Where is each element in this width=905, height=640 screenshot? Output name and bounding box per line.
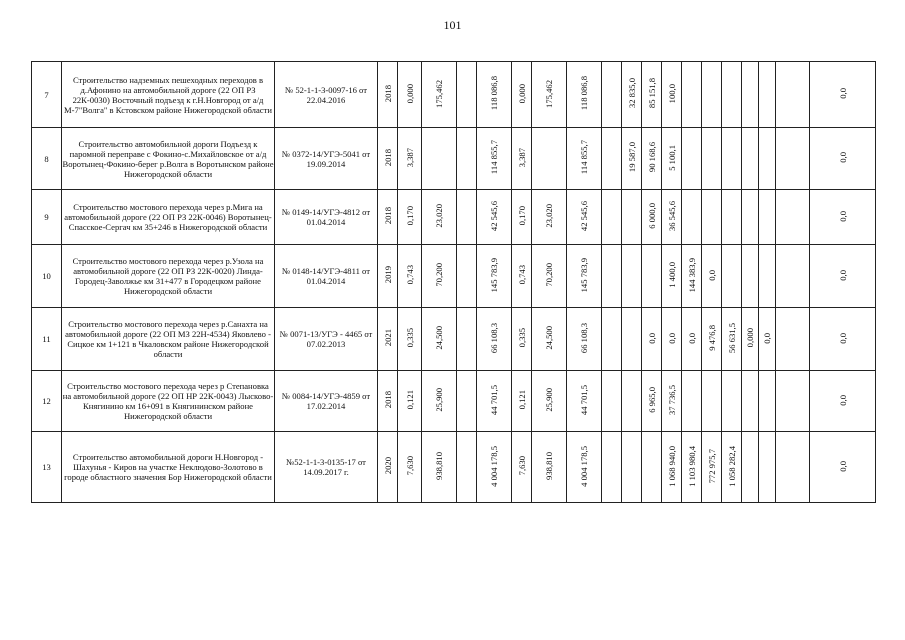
value-cell — [477, 371, 512, 432]
value-text: 3,387 — [404, 147, 415, 168]
value-cell — [567, 190, 602, 245]
value-cell — [532, 190, 567, 245]
value-cell — [682, 308, 702, 371]
value-cell — [532, 245, 567, 308]
value-cell — [477, 62, 512, 128]
value-cell — [722, 62, 742, 128]
value-text: 0,170 — [516, 206, 527, 226]
value-cell — [457, 245, 477, 308]
value-text: 0,170 — [404, 206, 415, 226]
value-cell — [512, 432, 532, 503]
value-cell — [759, 128, 776, 190]
value-text: 0,743 — [404, 265, 415, 285]
project-name: Строительство автомобильной дороги Н.Новгород - Шахунья - Киров на участке Неклюдово-Золотово в городе областного значения Бор Нижегородской области — [62, 432, 275, 503]
value-cell — [602, 432, 622, 503]
row-number: 10 — [32, 245, 62, 308]
value-text: 37 736,5 — [666, 384, 677, 416]
value-cell — [759, 62, 776, 128]
value-cell — [702, 432, 722, 503]
value-text: 0,0 — [837, 394, 848, 406]
value-text: 56 631,5 — [726, 322, 737, 354]
value-text: 175,462 — [434, 79, 444, 108]
value-cell — [422, 62, 457, 128]
value-cell — [702, 190, 722, 245]
row-number: 13 — [32, 432, 62, 503]
value-cell — [532, 308, 567, 371]
value-text: 0,0 — [646, 332, 657, 344]
value-cell — [457, 308, 477, 371]
row-number: 9 — [32, 190, 62, 245]
value-cell — [642, 432, 662, 503]
value-cell — [378, 190, 398, 245]
value-cell — [398, 308, 422, 371]
value-cell — [682, 62, 702, 128]
value-cell — [642, 308, 662, 371]
value-cell — [622, 245, 642, 308]
value-text: 0,0 — [837, 152, 848, 163]
project-name: Строительство мостового перехода через р.Мига на автомобильной дороге (22 ОП РЗ 22К-0046) Воротынец-Спасское-Сергач км 35+246 в Нижегородской области — [62, 190, 275, 245]
projects-table — [31, 61, 876, 503]
value-text: 42 545,6 — [489, 200, 499, 232]
value-cell — [722, 308, 742, 371]
value-text: 114 855,7 — [579, 140, 589, 175]
value-cell — [776, 371, 810, 432]
value-text: 2020 — [382, 457, 393, 475]
value-cell — [662, 62, 682, 128]
table-row — [32, 190, 876, 245]
value-cell — [776, 190, 810, 245]
value-cell — [398, 62, 422, 128]
row-number: 7 — [32, 62, 62, 128]
expertise-document: № 0084-14/УГЭ-4859 от 17.02.2014 — [275, 371, 378, 432]
expertise-document: № 0372-14/УГЭ-5041 от 19.09.2014 — [275, 128, 378, 190]
value-text: 4 004 178,5 — [489, 445, 499, 487]
value-cell — [378, 245, 398, 308]
value-cell — [532, 371, 567, 432]
value-text: 1 068 940,0 — [666, 445, 677, 487]
value-cell — [457, 371, 477, 432]
value-cell — [622, 128, 642, 190]
value-text: 0,0 — [706, 269, 717, 281]
value-cell — [702, 62, 722, 128]
value-text: 9 476,8 — [706, 325, 717, 351]
value-cell — [759, 308, 776, 371]
value-text: 0,121 — [404, 390, 415, 410]
value-cell — [477, 245, 512, 308]
value-cell — [662, 308, 682, 371]
value-cell — [810, 371, 876, 432]
value-cell — [702, 371, 722, 432]
expertise-document: № 0149-14/УГЭ-4812 от 01.04.2014 — [275, 190, 378, 245]
value-cell — [422, 245, 457, 308]
value-text: 0,0 — [837, 269, 848, 281]
value-cell — [722, 128, 742, 190]
project-name: Строительство мостового перехода через р.Санахта на автомобильной дороге (22 ОП МЗ 22Н-4534) Яковлево - Сицкое км 1+121 в Чкаловском районе Нижегородской области — [62, 308, 275, 371]
value-cell — [776, 245, 810, 308]
table-row — [32, 371, 876, 432]
value-text: 118 086,8 — [579, 76, 589, 111]
value-text: 145 783,9 — [489, 257, 499, 293]
value-text: 4 004 178,5 — [579, 445, 589, 487]
value-cell — [602, 308, 622, 371]
value-cell — [722, 245, 742, 308]
value-cell — [477, 128, 512, 190]
value-cell — [810, 308, 876, 371]
value-cell — [702, 128, 722, 190]
value-text: 114 855,7 — [489, 140, 499, 175]
value-cell — [682, 245, 702, 308]
value-cell — [702, 308, 722, 371]
value-cell — [512, 190, 532, 245]
value-text: 1 103 980,4 — [686, 445, 697, 487]
value-cell — [477, 308, 512, 371]
value-text: 0,335 — [516, 328, 527, 348]
table-row — [32, 308, 876, 371]
value-text: 24,500 — [544, 326, 554, 350]
value-cell — [622, 308, 642, 371]
value-cell — [742, 245, 759, 308]
value-cell — [622, 62, 642, 128]
value-text: 0,335 — [404, 328, 415, 348]
value-cell — [567, 432, 602, 503]
row-number: 8 — [32, 128, 62, 190]
value-cell — [532, 128, 567, 190]
value-cell — [477, 190, 512, 245]
value-text: 0,000 — [404, 83, 415, 104]
value-text: 0,0 — [837, 210, 848, 222]
row-number: 12 — [32, 371, 62, 432]
expertise-document: № 0071-13/УГЭ - 4465 от 07.02.2013 — [275, 308, 378, 371]
value-cell — [682, 190, 702, 245]
value-text: 0,121 — [516, 390, 527, 410]
value-text: 2018 — [382, 391, 393, 409]
value-cell — [422, 190, 457, 245]
table-row — [32, 432, 876, 503]
table-row — [32, 245, 876, 308]
value-text: 144 383,9 — [686, 257, 697, 293]
value-text: 0,000 — [516, 83, 527, 104]
value-cell — [532, 62, 567, 128]
value-text: 2018 — [382, 84, 393, 103]
value-cell — [642, 62, 662, 128]
value-text: 23,020 — [544, 204, 554, 228]
value-cell — [776, 308, 810, 371]
value-cell — [776, 432, 810, 503]
value-cell — [742, 371, 759, 432]
value-text: 42 545,6 — [579, 200, 589, 232]
value-text: 23,020 — [434, 204, 444, 228]
value-cell — [512, 245, 532, 308]
value-cell — [477, 432, 512, 503]
project-name: Строительство мостового перехода через р.Узола на автомобильной дороге (22 ОП РЗ 22К-0020) Линда-Городец-Заволжье км 31+477 в Городецком районе Нижегородской области — [62, 245, 275, 308]
value-text: 66 108,3 — [489, 322, 499, 354]
value-cell — [378, 308, 398, 371]
value-cell — [398, 371, 422, 432]
value-cell — [759, 190, 776, 245]
value-cell — [702, 245, 722, 308]
value-text: 25,900 — [434, 388, 444, 412]
value-text: 66 108,3 — [579, 322, 589, 354]
value-cell — [602, 128, 622, 190]
value-cell — [810, 245, 876, 308]
value-cell — [810, 190, 876, 245]
value-cell — [602, 371, 622, 432]
value-text: 85 151,8 — [646, 78, 657, 109]
value-cell — [378, 371, 398, 432]
value-text: 1 400,0 — [666, 262, 677, 288]
value-text: 0,0 — [837, 460, 848, 472]
value-cell — [512, 128, 532, 190]
value-cell — [759, 432, 776, 503]
value-cell — [622, 371, 642, 432]
value-cell — [398, 190, 422, 245]
value-text: 5 100,1 — [666, 144, 677, 171]
value-cell — [662, 245, 682, 308]
value-text: 175,462 — [544, 79, 554, 108]
value-cell — [512, 371, 532, 432]
value-cell — [422, 432, 457, 503]
value-text: 2018 — [382, 148, 393, 167]
value-cell — [457, 190, 477, 245]
value-text: 3,387 — [516, 147, 527, 168]
value-text: 32 835,0 — [626, 78, 637, 109]
expertise-document: № 52-1-1-3-0097-16 от 22.04.2016 — [275, 62, 378, 128]
value-text: 2021 — [382, 329, 393, 347]
value-text: 0,743 — [516, 265, 527, 285]
value-text: 938,810 — [434, 452, 444, 480]
value-text: 938,810 — [544, 452, 554, 480]
value-cell — [759, 371, 776, 432]
value-cell — [810, 62, 876, 128]
table-row — [32, 62, 876, 128]
value-cell — [662, 128, 682, 190]
value-cell — [567, 371, 602, 432]
expertise-document: №52-1-1-3-0135-17 от 14.09.2017 г. — [275, 432, 378, 503]
value-text: 24,500 — [434, 326, 444, 350]
value-text: 145 783,9 — [579, 257, 589, 293]
value-text: 6 000,0 — [646, 203, 657, 229]
value-cell — [776, 62, 810, 128]
value-text: 0,0 — [686, 332, 697, 344]
value-cell — [722, 371, 742, 432]
value-cell — [742, 432, 759, 503]
value-cell — [532, 432, 567, 503]
value-cell — [602, 62, 622, 128]
value-text: 118 086,8 — [489, 76, 499, 111]
value-cell — [810, 128, 876, 190]
value-cell — [622, 432, 642, 503]
value-text: 25,900 — [544, 388, 554, 412]
value-text: 772 975,7 — [706, 448, 717, 484]
value-text: 0,000 — [745, 328, 755, 348]
value-cell — [742, 62, 759, 128]
row-number: 11 — [32, 308, 62, 371]
value-cell — [457, 432, 477, 503]
value-cell — [662, 190, 682, 245]
value-cell — [378, 128, 398, 190]
value-cell — [567, 245, 602, 308]
value-text: 0,0 — [837, 88, 848, 99]
value-text: 100,0 — [666, 83, 677, 104]
value-text: 70,200 — [434, 263, 444, 287]
project-name: Строительство автомобильной дороги Подъезд к паромной переправе с Фокино-с.Михайловское от а/д Воротынец-Фокино-берег р.Волга в Воротынском районе Нижегородской области — [62, 128, 275, 190]
value-cell — [642, 245, 662, 308]
value-cell — [398, 128, 422, 190]
value-text: 6 965,0 — [646, 387, 657, 413]
value-text: 1 058 282,4 — [726, 445, 737, 487]
value-text: 36 545,6 — [666, 200, 677, 232]
value-cell — [776, 128, 810, 190]
value-cell — [662, 371, 682, 432]
value-cell — [642, 371, 662, 432]
value-cell — [662, 432, 682, 503]
project-name: Строительство надземных пешеходных переходов в д.Афонино на автомобильной дороге (22 ОП РЗ 22К-0030) Восточный подъезд к г.Н.Новгород от а/д М-7"Волга" в Кстовском районе Нижегородской области — [62, 62, 275, 128]
page-number: 101 — [443, 18, 462, 32]
value-cell — [398, 432, 422, 503]
table-row — [32, 128, 876, 190]
value-text: 2018 — [382, 207, 393, 225]
value-cell — [378, 62, 398, 128]
value-cell — [567, 128, 602, 190]
value-text: 19 587,0 — [626, 142, 637, 173]
value-text: 44 701,5 — [579, 384, 589, 416]
value-text: 0,0 — [837, 332, 848, 344]
value-text: 2019 — [382, 266, 393, 284]
value-text: 7,630 — [516, 456, 527, 476]
value-cell — [398, 245, 422, 308]
value-text: 70,200 — [544, 263, 554, 287]
value-cell — [378, 432, 398, 503]
value-text: 0,0 — [666, 332, 677, 344]
value-cell — [457, 62, 477, 128]
value-cell — [722, 190, 742, 245]
value-cell — [602, 190, 622, 245]
value-text: 90 168,6 — [646, 142, 657, 173]
value-cell — [742, 190, 759, 245]
value-cell — [810, 432, 876, 503]
value-cell — [422, 308, 457, 371]
value-cell — [422, 371, 457, 432]
value-cell — [457, 128, 477, 190]
value-cell — [512, 62, 532, 128]
value-cell — [759, 245, 776, 308]
value-cell — [512, 308, 532, 371]
value-cell — [682, 371, 702, 432]
value-cell — [742, 128, 759, 190]
value-cell — [682, 432, 702, 503]
value-cell — [722, 432, 742, 503]
value-cell — [567, 62, 602, 128]
value-cell — [682, 128, 702, 190]
value-text: 44 701,5 — [489, 384, 499, 416]
value-cell — [567, 308, 602, 371]
value-cell — [642, 128, 662, 190]
value-cell — [742, 308, 759, 371]
value-cell — [642, 190, 662, 245]
value-text: 7,630 — [404, 456, 415, 476]
value-text: 0,0 — [762, 332, 772, 344]
expertise-document: № 0148-14/УГЭ-4811 от 01.04.2014 — [275, 245, 378, 308]
value-cell — [602, 245, 622, 308]
value-cell — [622, 190, 642, 245]
value-cell — [422, 128, 457, 190]
project-name: Строительство мостового перехода через р Степановка на автомобильной дороге (22 ОП НР 22К-0043) Лысково-Княгинино км 16+091 в Княгининском районе Нижегородской области — [62, 371, 275, 432]
